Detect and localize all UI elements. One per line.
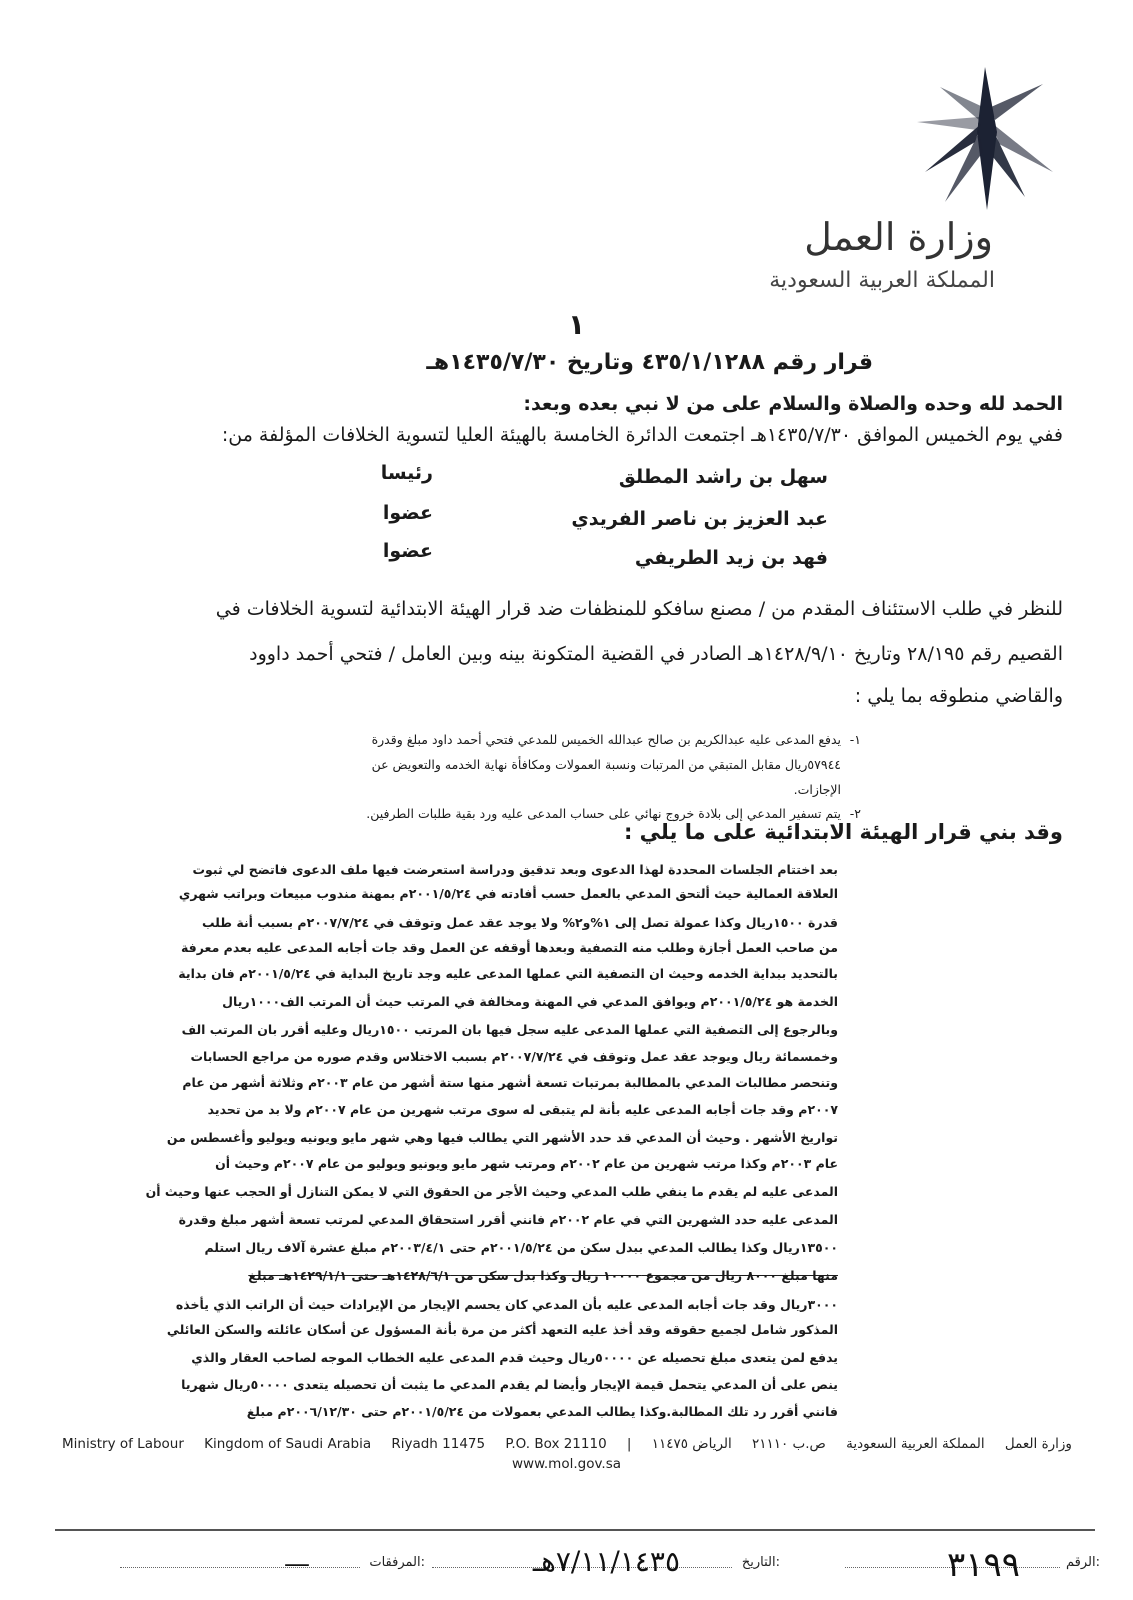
panel-member-role: عضوا <box>382 502 433 524</box>
ruling-item-number: ١- <box>849 732 861 747</box>
basis-line: الخدمة هو ٢٠٠١/٥/٢٤م ويوافق المدعي في المهنة ومخالفة في المرتب حيث أن المرتب الف١٠٠٠ريال <box>222 994 838 1009</box>
logo-leaf-top-right <box>991 84 1043 120</box>
basis-line: وتنحصر مطالبات المدعي بالمطالبة بمرتبات تسعة أشهر منها ستة أشهر من عام ٢٠٠٣م وثلاثة أشهر من عام <box>182 1075 838 1090</box>
footer-ar-city: الرياض ١١٤٧٥ <box>651 1436 732 1452</box>
ref-number-label: الرقم: <box>1065 1555 1100 1570</box>
ref-date-handwritten: ٧/١١/١٤٣٥هـ <box>532 1545 680 1578</box>
ref-attachments-handwritten: — <box>284 1549 310 1579</box>
ref-number-handwritten: ٣١٩٩ <box>946 1545 1020 1585</box>
ref-attachments-label: المرفقات: <box>369 1555 425 1570</box>
opening-line: الحمد لله وحده والصلاة والسلام على من لا نبي بعده وبعد: <box>523 393 1063 415</box>
ruling-item-line: الإجازات. <box>793 782 841 797</box>
basis-line: المذكور شامل لجميع حقوقه وقد أخذ عليه التعهد أكثر من مرة بأنة المسؤول عن أسكان عائلته والسكن العائلي <box>166 1322 838 1337</box>
logo-leaf-top-left <box>940 87 983 120</box>
basis-line: ٣٠٠٠ريال وقد جات أجابه المدعى عليه بأن المدعي كان يحسم الإيجار من الإيرادات حيث أن الراتب الذي يأخذه <box>175 1297 838 1312</box>
ruling-item-line: يدفع المدعى عليه عبدالكريم بن صالح عبدالله الخميس للمدعي فتحي أحمد داود مبلغ وقدرة <box>371 732 841 747</box>
basis-line: وبالرجوع إلى التصفية التي عملها المدعى عليه سجل فيها بان المرتب ١٥٠٠ريال وعليه أقرر بان المرتب الف <box>181 1022 838 1037</box>
footer-en-ministry: Ministry of Labour <box>62 1436 184 1452</box>
basis-line: ٢٠٠٧م وقد جات أجابه المدعى عليه بأنة لم يتبقى له سوى مرتب شهرين من عام ٢٠٠٧م ولا بد من تحديد <box>207 1102 838 1117</box>
footer-en-pobox: P.O. Box 21110 <box>505 1436 607 1452</box>
appeal-line: والقاضي منطوقه بما يلي : <box>854 685 1063 707</box>
basis-line: قدرة ١٥٠٠ريال وكذا عمولة تصل إلى ١%و٢% ولا يوجد عقد عمل وتوقف في ٢٠٠٧/٧/٢٤م بسبب أنة طلب <box>201 915 838 930</box>
basis-line: العلاقة العمالية حيث ألتحق المدعي بالعمل حسب أفادته في ٢٠٠١/٥/٢٤م بمهنة مندوب مبيعات وبراتب شهري <box>178 886 838 901</box>
appeal-line: للنظر في طلب الاستئناف المقدم من / مصنع سافكو للمنظفات ضد قرار الهيئة الابتدائية لتسوية الخلافات في <box>215 598 1063 620</box>
footer-en-kingdom: Kingdom of Saudi Arabia <box>204 1436 372 1452</box>
basis-line: بعد اختتام الجلسات المحددة لهذا الدعوى وبعد تدقيق ودراسة استعرضت فيها ملف الدعوى فاتضح لي ثبوت <box>192 862 838 877</box>
basis-line: المدعى عليه لم يقدم ما ينفي طلب المدعي وحيث الأجر من الحقوق التي لا يمكن التنازل أو الحجب عنها وحيث أن <box>145 1184 838 1199</box>
page-marker: ١ <box>568 308 586 341</box>
panel-member-name: عبد العزيز بن ناصر الفريدي <box>571 508 828 530</box>
reference-row <box>60 1545 1100 1585</box>
panel-member-role: رئيسا <box>380 462 433 484</box>
ruling-item-line: يتم تسفير المدعي إلى بلادة خروج نهائي على حساب المدعى عليه ورد بقية طلبات الطرفين. <box>366 806 841 821</box>
ref-date-label: التاريخ: <box>741 1555 780 1570</box>
basis-line: المدعى عليه حدد الشهرين التي في عام ٢٠٠٢م فانني أقرر استحقاق المدعي لمرتب تسعة أشهر مبلغ وقدرة <box>178 1212 838 1227</box>
footer-ar-pobox: ص.ب ٢١١١٠ <box>752 1436 826 1452</box>
ruling-item-number: ٢- <box>849 806 861 821</box>
basis-line: عام ٢٠٠٣م وكذا مرتب شهرين من عام ٢٠٠٢م ومرتب شهر مايو ويونيو ويوليو من عام ٢٠٠٧م وحيث أن <box>215 1156 838 1171</box>
basis-line: ١٣٥٠٠ريال وكذا يطالب المدعي ببدل سكن من ٢٠٠١/٥/٢٤م حتى ٢٠٠٣/٤/١م مبلغ عشرة آلاف ريال استلم <box>204 1240 838 1255</box>
basis-line: منها مبلغ ٨٠٠٠ ريال من مجموع ١٠٠٠٠ ريال وكذا بدل سكن من ١٤٢٨/٦/١هـ حتى ١٤٢٩/١/١هـ مبلغ <box>248 1268 838 1283</box>
footer-ar-ministry: وزارة العمل <box>1004 1436 1072 1452</box>
logo-leaf-far-left <box>917 117 979 130</box>
panel-member-name: سهل بن راشد المطلق <box>618 466 828 488</box>
footer-en-city: Riyadh 11475 <box>391 1436 486 1452</box>
appeal-line: القصيم رقم ٢٨/١٩٥ وتاريخ ١٤٢٨/٩/١٠هـ الصادر في القضية المتكونة بينه وبين العامل / فتحي أحمد داوود <box>249 643 1063 665</box>
basis-line: وخمسمائة ريال ويوجد عقد عمل وتوقف في ٢٠٠٧/٧/٢٤م بسبب الاختلاس وقدم صوره من مراجع الحسابات <box>190 1049 838 1064</box>
basis-line: بالتحديد ببداية الخدمه وحيث ان التصفية التي عملها المدعى عليه وجد تاريخ البداية في ٢٠٠١/٥/٢٤م فان بداية <box>178 966 838 981</box>
ruling-item-line: ٥٧٩٤٤ريال مقابل المتبقي من المرتبات ونسبة العمولات ومكافأة نهاية الخدمه والتعويض عن <box>371 757 841 772</box>
ministry-palm-logo <box>915 62 1055 212</box>
panel-member-name: فهد بن زيد الطريفي <box>634 547 828 569</box>
basis-line: يدفع لمن يتعدى مبلغ تحصيله عن ٥٠٠٠٠ريال وحيث قدم المدعى عليه الخطاب الموجه لصاحب العقار والذي <box>191 1350 838 1365</box>
basis-line: ينص على أن المدعي يتحمل قيمة الإيجار وأيضا لم يقدم المدعي ما يثبت أن تحصيله يتعدى ٥٠٠٠٠ريال شهريا <box>181 1377 838 1392</box>
basis-line: تواريخ الأشهر . وحيث أن المدعي قد حدد الأشهر التي يطالب فيها وهي شهر مايو ويونيه ويوليو وأغسطس من <box>166 1130 838 1145</box>
basis-line: فانني أقرر رد تلك المطالبة.وكذا يطالب المدعي بعمولات من ٢٠٠١/٥/٢٤م حتى ٢٠٠٦/١٢/٣٠م مبلغ <box>246 1404 838 1419</box>
footer-ar-kingdom: المملكة العربية السعودية <box>846 1436 985 1452</box>
basis-line: من صاحب العمل أجازة وطلب منه التصفية وبعدها أوقفه عن العمل وقد جات أجابه المدعى عليه بعدم معرفة <box>180 940 838 955</box>
footer-divider <box>55 1529 1095 1531</box>
ministry-name: وزارة العمل <box>804 215 993 259</box>
footer-address <box>62 1436 1072 1452</box>
meeting-line: ففي يوم الخميس الموافق ١٤٣٥/٧/٣٠هـ اجتمعت الدائرة الخامسة بالهيئة العليا لتسوية الخلافات المؤلفة من: <box>221 424 1063 446</box>
basis-heading: وقد بني قرار الهيئة الابتدائية على ما يلي : <box>623 820 1063 844</box>
decision-title: قرار رقم ٤٣٥/١/١٢٨٨ وتاريخ ١٤٣٥/٧/٣٠هـ <box>426 350 873 375</box>
footer-separator: | <box>626 1436 632 1452</box>
panel-member-role: عضوا <box>382 540 433 562</box>
footer-url: www.mol.gov.sa <box>512 1456 621 1472</box>
kingdom-name: المملكة العربية السعودية <box>769 268 995 293</box>
ref-attachments-dotline <box>120 1567 360 1568</box>
